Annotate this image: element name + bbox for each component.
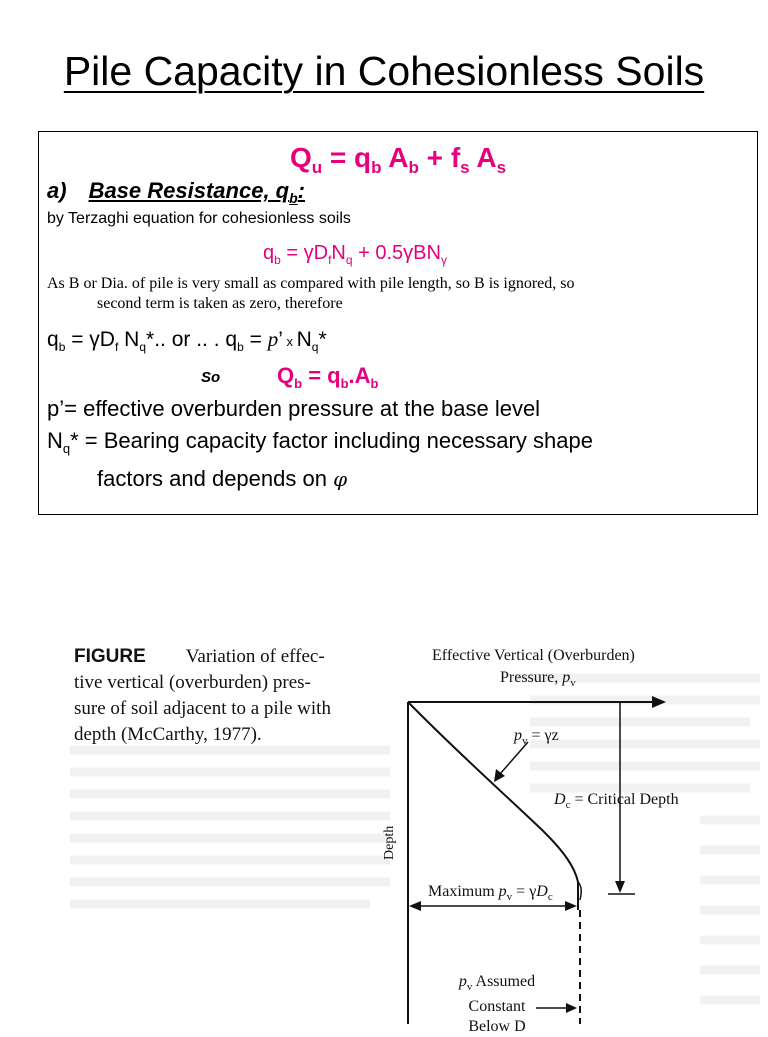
base-resistance-equation: $q_b = \gamma D_f$ $N_q*$.. or .. . $q_b = p$’ x $N_q*$ [47,327,327,354]
explanation-paragraph: As B or Dia. of pile is very small as compared with pile length, so B is ignored, so second term is taken as zero, therefore [47,275,575,312]
overburden-pressure-figure [60,630,768,1035]
pv-equation-label: $p_v = \gamma z$ [514,727,559,747]
overburden-definition: p’= effective overburden pressure at the base level [47,396,541,421]
depth-axis-label: Depth [382,825,397,860]
pressure-axis-label-line1: Effective Vertical (Overburden) [432,647,635,664]
formula-box [38,131,758,515]
critical-depth-label: $D_c$ = Critical Depth [554,791,679,811]
terzaghi-equation: $q_b = \gamma D_fN_q + 0.5\gamma BN_\gamma$ [263,242,447,267]
figure-caption: FIGURE Variation of effec- tive vertical (overburden) pres- sure of soil adjacent to a pile with depth (McCarthy, 1977). [74,646,331,745]
so-label: So [201,369,221,386]
base-load-equation: $Q_b = q_b.A_b$ [277,363,379,391]
page-title: Pile Capacity in Cohesionless Soils [63,48,705,94]
ultimate-capacity-equation: $Q_u = q_b$ $A_b + f_s$ $A_s$ [289,142,507,177]
maximum-pressure-label: Maximum $p_v = \gamma D_c$ [428,883,553,903]
pressure-axis-label-line2: Pressure, $p_v$ [500,669,576,689]
terzaghi-text: by Terzaghi equation for cohesionless soils [47,210,351,227]
bearing-factor-definition: $N_q*$ = Bearing capacity factor including necessary shape factors and depends on φ [47,428,593,491]
base-resistance-heading: a) Base Resistance, $q_b$: [47,178,305,206]
assumed-constant-label: $p_v$ Assumed Constant Below D [458,973,536,1035]
